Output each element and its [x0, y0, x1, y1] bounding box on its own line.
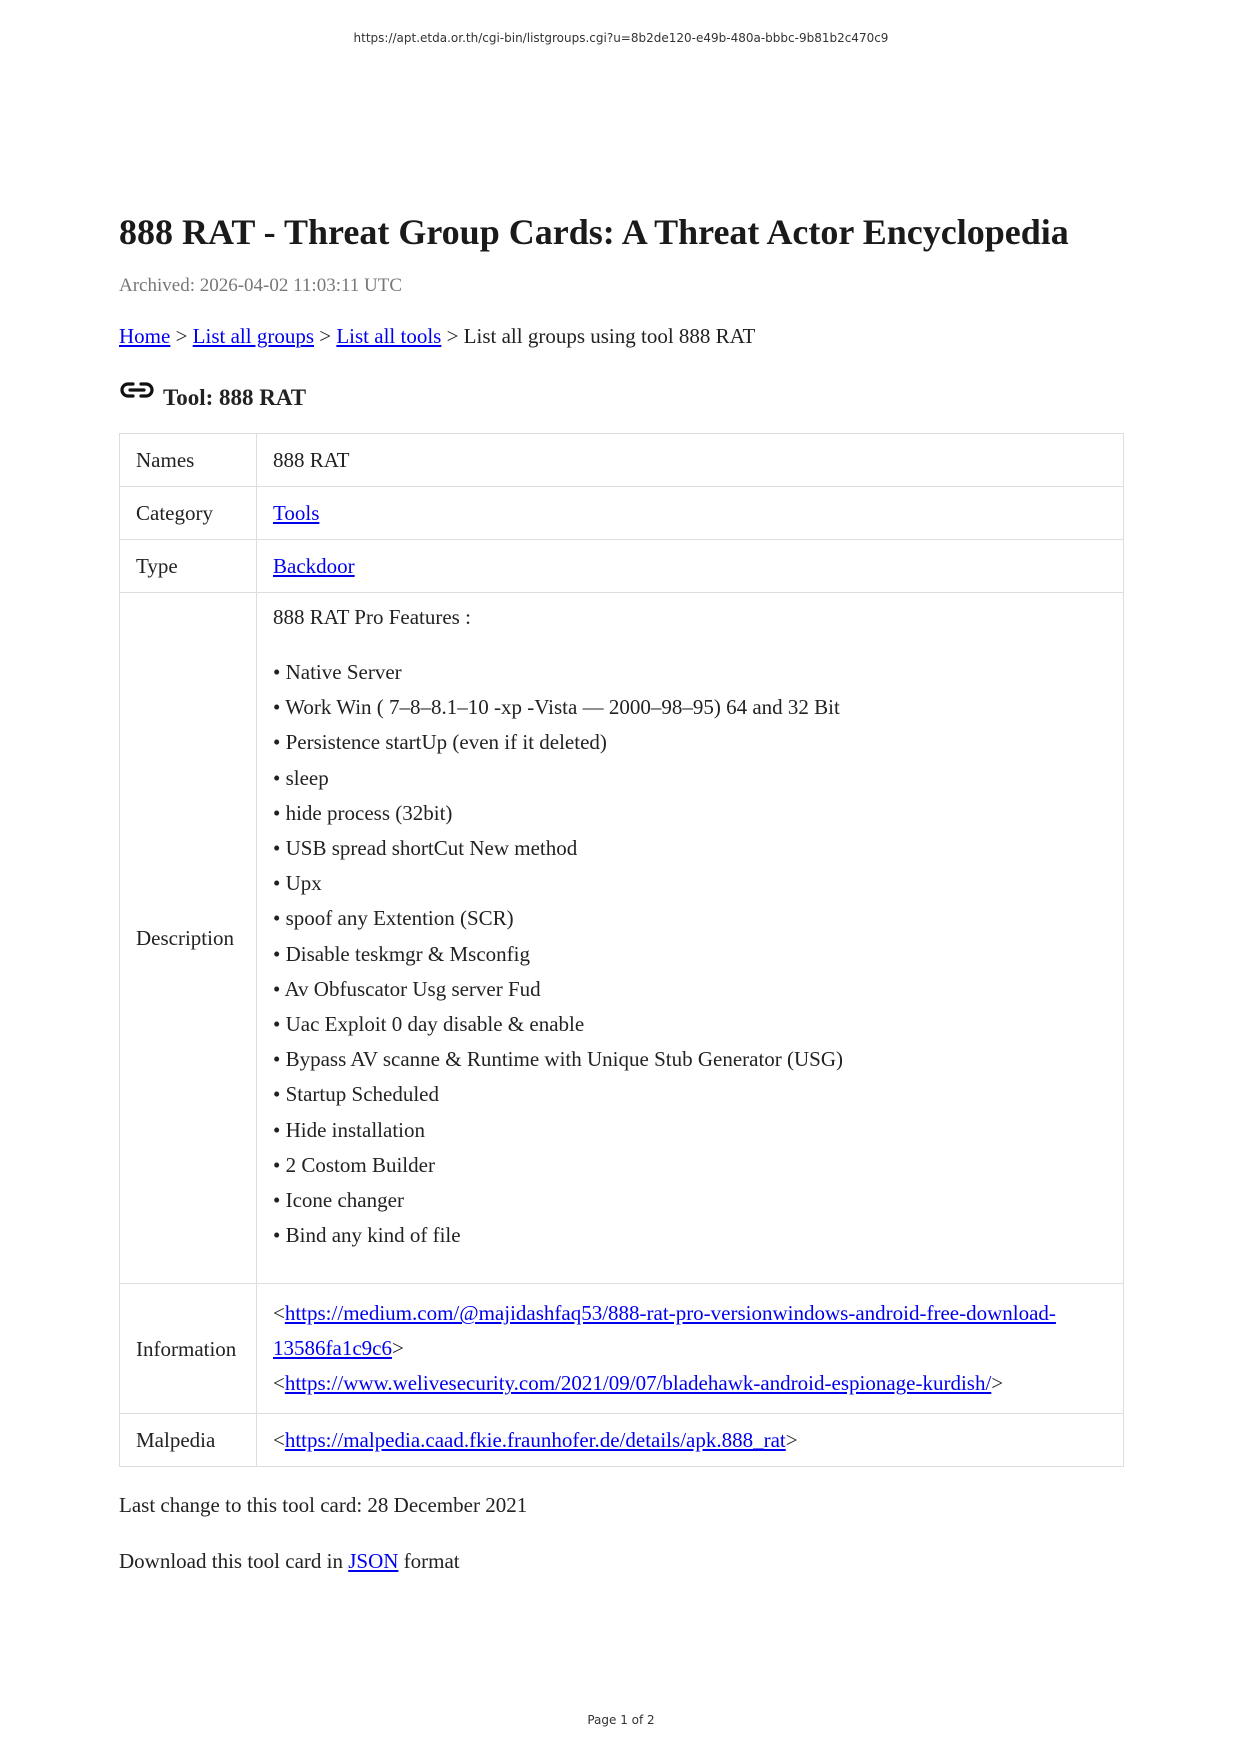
- feature-item: • hide process (32bit): [273, 800, 453, 825]
- table-row-names: [120, 434, 1124, 487]
- feature-item: • Disable teskmgr & Msconfig: [273, 941, 530, 966]
- feature-item: • Hide installation: [273, 1117, 425, 1142]
- feature-item: • Bypass AV scanne & Runtime with Unique Stub Generator (USG): [273, 1047, 844, 1072]
- malpedia-link[interactable]: https://malpedia.caad.fkie.fraunhofer.de/details/apk.888_rat: [284, 1428, 786, 1453]
- table-row-malpedia: [120, 1414, 1124, 1467]
- description-cell: [257, 593, 1124, 1284]
- category-label: Category: [120, 487, 257, 540]
- names-label: Names: [120, 434, 257, 487]
- names-value: 888 RAT: [257, 434, 1124, 487]
- breadcrumb-separator: >: [170, 324, 193, 348]
- feature-item: • Persistence startUp (even if it deleted): [273, 730, 607, 755]
- breadcrumb-list-tools-link[interactable]: List all tools: [336, 324, 442, 348]
- feature-item: • Work Win ( 7–8–8.1–10 -xp -Vista — 2000–98–95) 64 and 32 Bit: [273, 695, 840, 720]
- malpedia-label: Malpedia: [120, 1414, 257, 1467]
- json-download-link[interactable]: JSON: [348, 1549, 399, 1574]
- info-link-medium-part2: 13586fa1c9c6: [273, 1336, 392, 1361]
- feature-item: • USB spread shortCut New method: [273, 836, 578, 861]
- info-link-1-block: [273, 1296, 1107, 1366]
- feature-item: • Icone changer: [273, 1188, 404, 1213]
- info-link-welivesecurity[interactable]: https://www.welivesecurity.com/2021/09/07/bladehawk-android-espionage-kurdish/: [284, 1371, 992, 1396]
- feature-item: • Upx: [273, 871, 322, 896]
- breadcrumb: [119, 322, 1124, 350]
- info-link-medium[interactable]: [273, 1301, 1056, 1360]
- category-cell: [257, 487, 1124, 540]
- table-row-description: [120, 593, 1124, 1284]
- info-link-medium-part1: https://medium.com/@majidashfaq53/888-rat-pro-versionwindows-android-free-download-: [284, 1301, 1056, 1326]
- angle-close: >: [391, 1336, 404, 1361]
- feature-item: • Bind any kind of file: [273, 1223, 461, 1248]
- link-icon: [119, 380, 155, 400]
- feature-item: • Startup Scheduled: [273, 1082, 439, 1107]
- feature-list: [273, 655, 1107, 1253]
- breadcrumb-separator: >: [314, 324, 337, 348]
- description-intro: 888 RAT Pro Features :: [273, 605, 471, 629]
- info-link-2-block: [273, 1366, 1107, 1401]
- last-change-text: Last change to this tool card: 28 December 2021: [119, 1493, 528, 1518]
- table-row-type: [120, 540, 1124, 593]
- angle-open: <: [273, 1371, 285, 1396]
- information-cell: [257, 1284, 1124, 1414]
- feature-item: • Av Obfuscator Usg server Fud: [273, 976, 541, 1001]
- download-prefix: Download this tool card in: [119, 1549, 349, 1574]
- feature-item: • Uac Exploit 0 day disable & enable: [273, 1012, 585, 1037]
- feature-item: • sleep: [273, 765, 329, 790]
- angle-close: >: [991, 1371, 1004, 1396]
- type-label: Type: [120, 540, 257, 593]
- tool-card-table: [119, 433, 1124, 1467]
- archived-timestamp: Archived: 2026-04-02 11:03:11 UTC: [119, 275, 403, 296]
- table-row-information: [120, 1284, 1124, 1414]
- feature-item: • spoof any Extention (SCR): [273, 906, 514, 931]
- table-row-category: [120, 487, 1124, 540]
- breadcrumb-home-link[interactable]: Home: [119, 324, 171, 348]
- breadcrumb-list-groups-link[interactable]: List all groups: [192, 324, 314, 348]
- download-line: [119, 1547, 1124, 1575]
- category-link[interactable]: Tools: [273, 501, 320, 525]
- main-content: [119, 210, 1124, 1575]
- tool-heading-text: Tool: 888 RAT: [163, 385, 307, 410]
- page-title: 888 RAT - Threat Group Cards: A Threat Actor Encyclopedia: [119, 212, 1069, 252]
- malpedia-cell: [257, 1414, 1124, 1467]
- description-label: Description: [120, 593, 257, 1284]
- feature-item: • 2 Costom Builder: [273, 1152, 435, 1177]
- breadcrumb-current: > List all groups using tool 888 RAT: [441, 324, 756, 348]
- feature-item: • Native Server: [273, 660, 402, 684]
- type-cell: [257, 540, 1124, 593]
- print-url: https://apt.etda.or.th/cgi-bin/listgroups.cgi?u=8b2de120-e49b-480a-bbbc-9b81b2c470c9: [353, 31, 889, 45]
- page-number: Page 1 of 2: [587, 1713, 655, 1727]
- tool-heading: [119, 383, 1124, 413]
- download-suffix: format: [398, 1549, 460, 1574]
- angle-open: <: [273, 1301, 285, 1326]
- angle-open: <: [273, 1428, 285, 1453]
- angle-close: >: [785, 1428, 798, 1453]
- type-link[interactable]: Backdoor: [273, 554, 355, 578]
- information-label: Information: [120, 1284, 257, 1414]
